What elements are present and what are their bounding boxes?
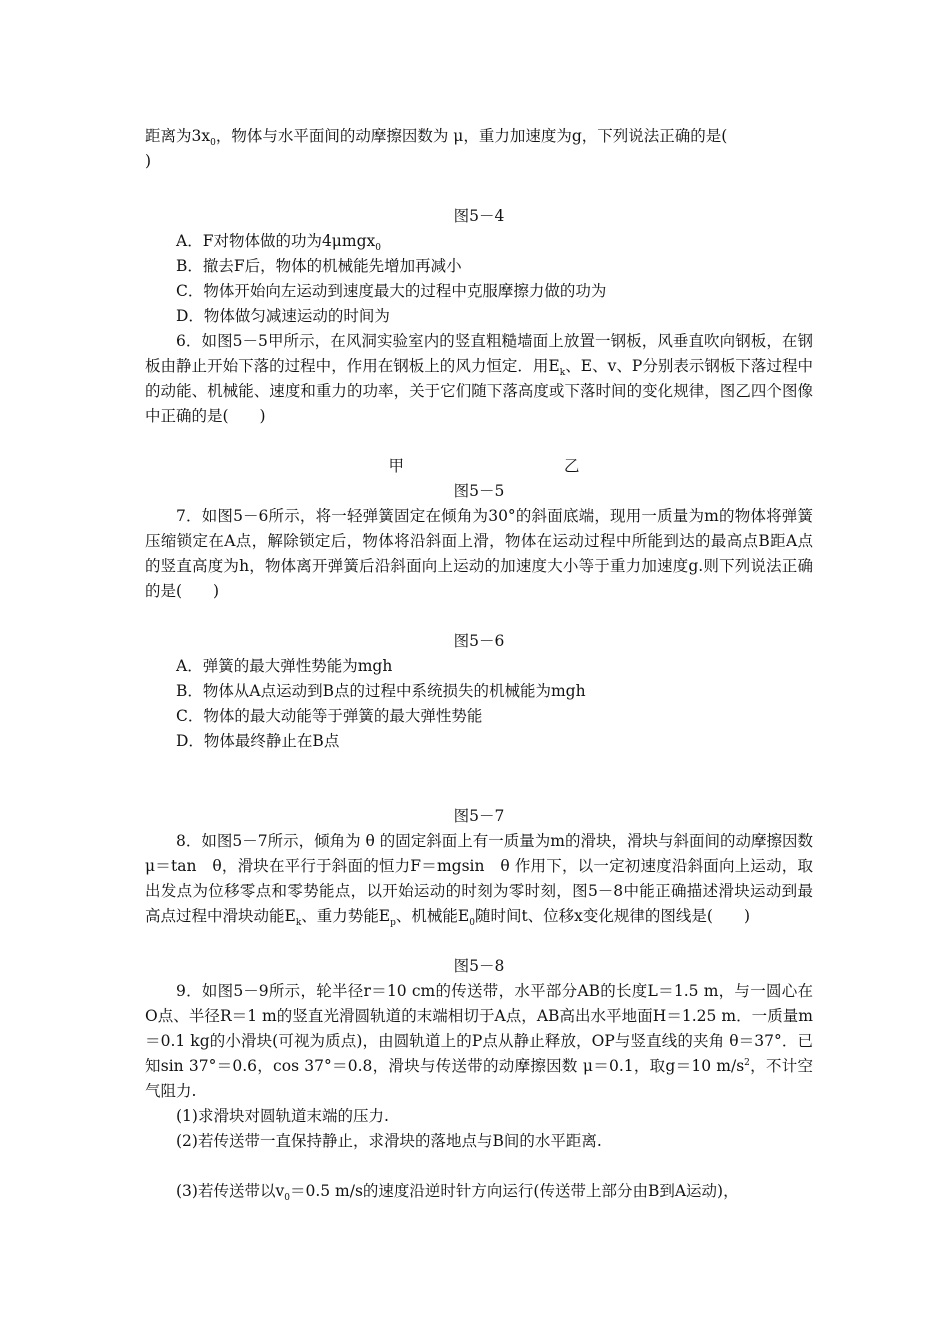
q8-stem-sub: p [390,918,396,929]
q9-stem-part: 9．如图5－9所示，轮半径r＝10 cm的传送带，水平部分AB的长度L＝1.5 m，与一圆心在O点、半径R＝1 m的竖直光滑圆轨道的末端相切于A点，AB高出水平地面H＝1.25 m．一质量m＝0.1 kg的小滑块(可视为质点)，由圆轨道上的P点从静止释放，OP与竖直线的夹角 θ＝37°．已知sin 37°＝0.6，cos 37°＝0.8，滑块与传送带的动摩擦因数 μ＝0.1，取g＝10 m/s [145,982,813,1075]
q8-stem-part: 随时间t、位移x变化规律的图线是( ) [474,907,751,925]
q9-stem-part: ，不计空气阻力. [145,1057,813,1100]
q5-stem-part: ，物体与水平面间的动摩擦因数为 μ，重力加速度为g，下列说法正确的是( [215,127,728,145]
q5-stem-close: ) [145,152,152,170]
q5-option-a-sub: 0 [375,243,381,254]
figure-caption-5-6: 图5－6 [453,632,505,650]
q9-part-2: (2)若传送带一直保持静止，求滑块的落地点与B间的水平距离. [176,1132,602,1150]
figure-space [145,429,813,454]
q9-stem [145,979,813,1104]
figure-space [145,604,813,629]
answer-space [145,1154,813,1179]
q7-stem: 7．如图5－6所示，将一轻弹簧固定在倾角为30°的斜面底端，现用一质量为m的物体将弹簧压缩锁定在A点，解除锁定后，物体将沿斜面上滑，物体在运动过程中所能到达的最高点B距A点的竖直高度为h，物体离开弹簧后沿斜面向上运动的加速度大小等于重力加速度g.则下列说法正确的是( ) [145,507,813,600]
q9-stem-sup: 2 [744,1057,750,1068]
q7-option-b: B．物体从A点运动到B点的过程中系统损失的机械能为mgh [176,682,586,700]
q6-stem-part: 6．如图5－5甲所示，在风洞实验室内的竖直粗糙墙面上放置一钢板，风垂直吹向钢板，在钢板由静止开始下落的过程中，作用在钢板上的风力恒定．用E [145,332,813,375]
q5-option-c: C．物体开始向左运动到速度最大的过程中克服摩擦力做的功为 [176,282,607,300]
q8-stem-part: 、重力势能E [301,907,391,925]
figure-space [145,929,813,954]
q9-part-3-text: ＝0.5 m/s的速度沿逆时针方向运行(传送带上部分由B到A运动)， [289,1182,739,1200]
q9-part-3-sub: 0 [284,1193,290,1204]
q8-stem-sub: 0 [469,918,475,929]
q6-stem-sub: k [559,368,566,379]
q8-stem [145,829,813,929]
figure-caption-5-5: 图5－5 [453,482,505,500]
q8-stem-part: 8．如图5－7所示，倾角为 θ 的固定斜面上有一质量为m的滑块，滑块与斜面间的动摩擦因数 μ＝tan θ，滑块在平行于斜面的恒力F＝mgsin θ 作用下，以一定初速度沿斜面向上运动，取出发点为位移零点和零势能点，以开始运动的时刻为零时刻，图5－8中能正确描述滑块运动到最高点过程中滑块动能E [145,832,813,925]
figure-caption-5-4: 图5－4 [453,207,505,225]
figure-caption-5-8: 图5－8 [453,957,505,975]
q5-option-a-text: A．F对物体做的功为4μmgx [176,232,376,250]
q5-stem-part: 距离为3x [145,127,211,145]
q9-part-1: (1)求滑块对圆轨道末端的压力. [176,1107,389,1125]
q5-option-d: D．物体做匀减速运动的时间为 [176,307,390,325]
figure-caption-5-7: 图5－7 [453,807,505,825]
q5-option-a [145,229,813,254]
q7-option-a: A．弹簧的最大弹性势能为mgh [176,657,393,675]
figure-space [145,174,813,204]
q9-part-3-text: (3)若传送带以v [176,1182,285,1200]
q5-stem [145,124,813,174]
figure-labels-5-5 [145,454,813,479]
q8-stem-sub: k [295,918,302,929]
q9-part-3 [145,1179,813,1204]
figure-space [145,754,813,804]
q7-option-c: C．物体的最大动能等于弹簧的最大弹性势能 [176,707,483,725]
document-content [145,124,813,1204]
q5-option-b: B．撤去F后，物体的机械能先增加再减小 [176,257,462,275]
q8-stem-part: 、机械能E [395,907,470,925]
q6-stem [145,329,813,429]
q7-option-d: D．物体最终静止在B点 [176,732,340,750]
figure-label-yi: 乙 [564,457,580,475]
q6-stem-part: 、E、v、P分别表示钢板下落过程中的动能、机械能、速度和重力的功率，关于它们随下落高度或下落时间的变化规律，图乙四个图像中正确的是( ) [145,357,813,425]
q5-stem-sub: 0 [210,138,216,149]
figure-label-jia: 甲 [388,457,404,475]
